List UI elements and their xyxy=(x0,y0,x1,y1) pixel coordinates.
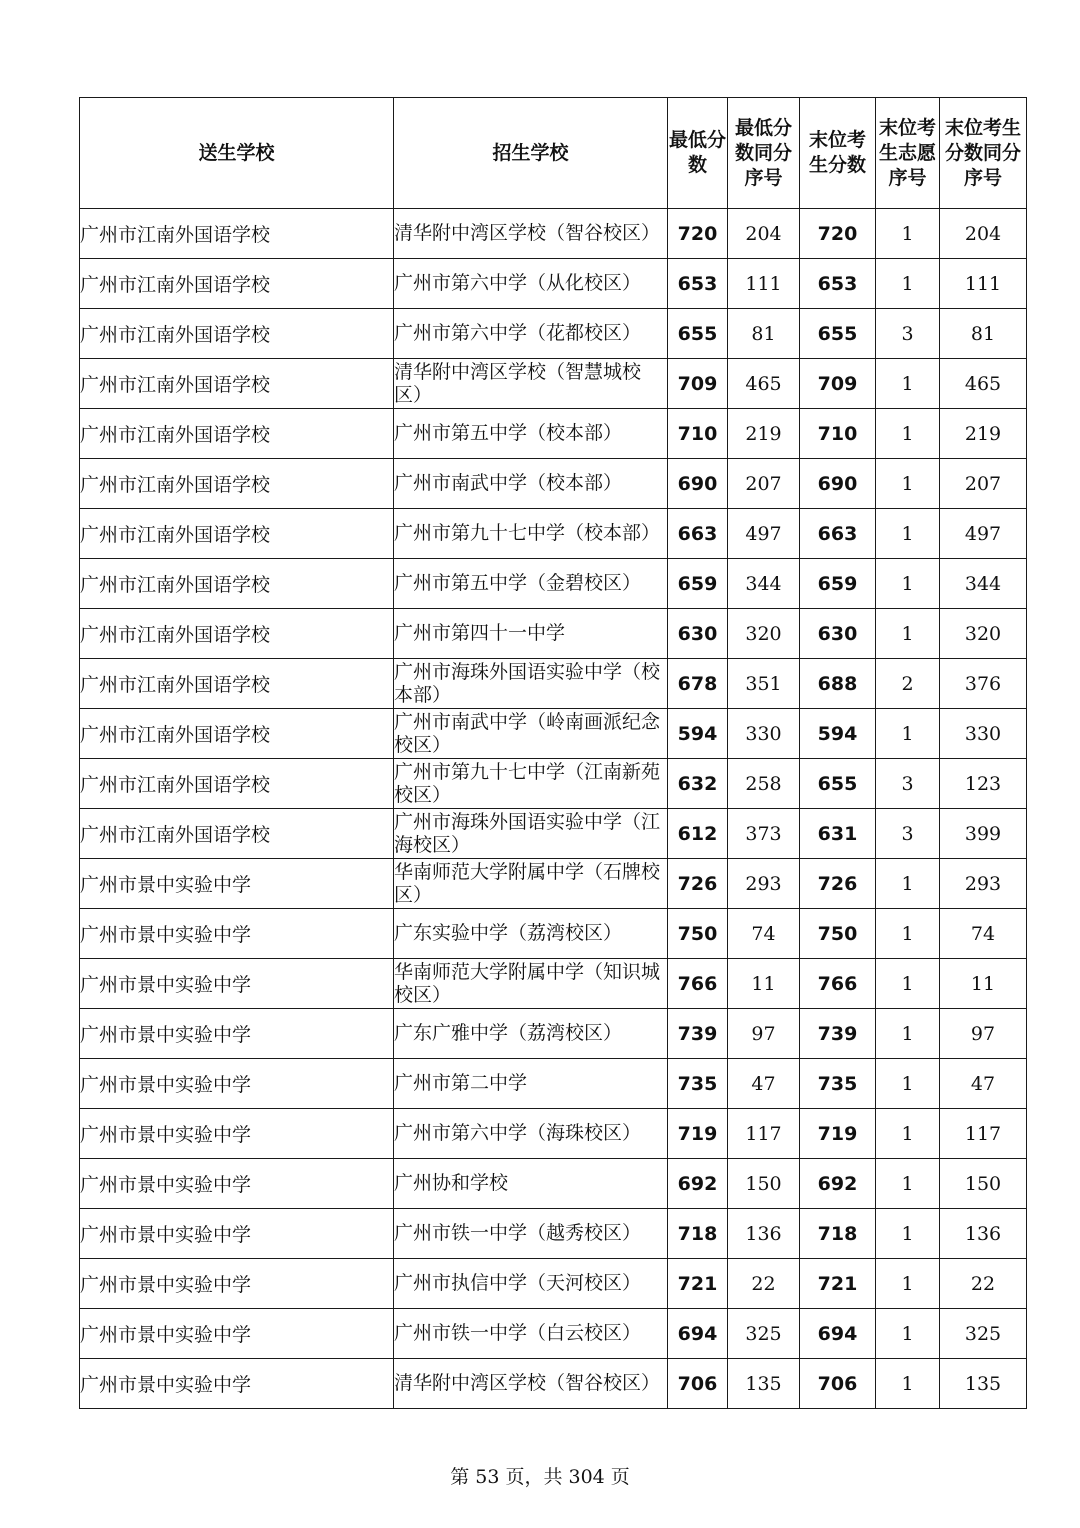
sending-school-cell: 广州市江南外国语学校 xyxy=(80,259,394,309)
table-row xyxy=(80,1009,1027,1059)
min-score-tie-rank-cell: 293 xyxy=(728,859,800,909)
table-row xyxy=(80,1159,1027,1209)
min-score-tie-rank-cell: 219 xyxy=(728,409,800,459)
last-score-cell: 709 xyxy=(800,359,876,409)
last-score-tie-rank-cell: 465 xyxy=(940,359,1027,409)
last-score-cell: 694 xyxy=(800,1309,876,1359)
min-score-tie-rank-cell: 204 xyxy=(728,209,800,259)
admitting-school-cell: 广州市南武中学（岭南画派纪念校区） xyxy=(394,709,668,759)
last-score-cell: 688 xyxy=(800,659,876,709)
last-score-cell: 739 xyxy=(800,1009,876,1059)
last-preference-no-cell: 1 xyxy=(876,1009,940,1059)
admitting-school-cell: 广州市第五中学（校本部） xyxy=(394,409,668,459)
last-score-tie-rank-cell: 320 xyxy=(940,609,1027,659)
min-score-cell: 726 xyxy=(668,859,728,909)
min-score-tie-rank-cell: 325 xyxy=(728,1309,800,1359)
min-score-tie-rank-cell: 117 xyxy=(728,1109,800,1159)
last-preference-no-cell: 3 xyxy=(876,309,940,359)
sending-school-cell: 广州市江南外国语学校 xyxy=(80,609,394,659)
min-score-cell: 750 xyxy=(668,909,728,959)
table-row xyxy=(80,1309,1027,1359)
min-score-cell: 694 xyxy=(668,1309,728,1359)
admitting-school-cell: 广州市铁一中学（越秀校区） xyxy=(394,1209,668,1259)
admitting-school-cell: 广州市第四十一中学 xyxy=(394,609,668,659)
table-row xyxy=(80,509,1027,559)
admitting-school-cell: 清华附中湾区学校（智慧城校区） xyxy=(394,359,668,409)
last-score-cell: 706 xyxy=(800,1359,876,1409)
last-score-cell: 630 xyxy=(800,609,876,659)
min-score-tie-rank-cell: 320 xyxy=(728,609,800,659)
min-score-tie-rank-cell: 22 xyxy=(728,1259,800,1309)
last-score-cell: 631 xyxy=(800,809,876,859)
admitting-school-cell: 广州市南武中学（校本部） xyxy=(394,459,668,509)
admitting-school-cell: 广东广雅中学（荔湾校区） xyxy=(394,1009,668,1059)
sending-school-cell: 广州市景中实验中学 xyxy=(80,1059,394,1109)
last-score-tie-rank-cell: 135 xyxy=(940,1359,1027,1409)
last-score-tie-rank-cell: 111 xyxy=(940,259,1027,309)
last-score-cell: 655 xyxy=(800,759,876,809)
min-score-tie-rank-cell: 465 xyxy=(728,359,800,409)
admitting-school-cell: 广州市第六中学（海珠校区） xyxy=(394,1109,668,1159)
sending-school-cell: 广州市景中实验中学 xyxy=(80,1159,394,1209)
sending-school-cell: 广州市江南外国语学校 xyxy=(80,209,394,259)
min-score-tie-rank-cell: 258 xyxy=(728,759,800,809)
last-score-cell: 766 xyxy=(800,959,876,1009)
last-preference-no-cell: 1 xyxy=(876,1309,940,1359)
min-score-cell: 719 xyxy=(668,1109,728,1159)
min-score-cell: 735 xyxy=(668,1059,728,1109)
min-score-cell: 739 xyxy=(668,1009,728,1059)
table-row xyxy=(80,809,1027,859)
admitting-school-cell: 清华附中湾区学校（智谷校区） xyxy=(394,1359,668,1409)
last-score-tie-rank-cell: 293 xyxy=(940,859,1027,909)
header-min-score: 最低分数 xyxy=(668,98,728,209)
last-preference-no-cell: 1 xyxy=(876,859,940,909)
header-last-score: 末位考生分数 xyxy=(800,98,876,209)
min-score-tie-rank-cell: 81 xyxy=(728,309,800,359)
last-preference-no-cell: 1 xyxy=(876,1359,940,1409)
last-preference-no-cell: 1 xyxy=(876,1159,940,1209)
last-score-tie-rank-cell: 117 xyxy=(940,1109,1027,1159)
sending-school-cell: 广州市景中实验中学 xyxy=(80,1209,394,1259)
sending-school-cell: 广州市江南外国语学校 xyxy=(80,359,394,409)
sending-school-cell: 广州市景中实验中学 xyxy=(80,1259,394,1309)
min-score-cell: 632 xyxy=(668,759,728,809)
last-preference-no-cell: 2 xyxy=(876,659,940,709)
min-score-tie-rank-cell: 136 xyxy=(728,1209,800,1259)
table-row xyxy=(80,409,1027,459)
min-score-cell: 766 xyxy=(668,959,728,1009)
table-row xyxy=(80,1259,1027,1309)
admitting-school-cell: 广州市海珠外国语实验中学（江海校区） xyxy=(394,809,668,859)
admitting-school-cell: 广州市第二中学 xyxy=(394,1059,668,1109)
admitting-school-cell: 广州市铁一中学（白云校区） xyxy=(394,1309,668,1359)
last-score-cell: 653 xyxy=(800,259,876,309)
min-score-tie-rank-cell: 497 xyxy=(728,509,800,559)
header-row xyxy=(80,98,1027,209)
last-score-tie-rank-cell: 11 xyxy=(940,959,1027,1009)
last-score-cell: 750 xyxy=(800,909,876,959)
last-preference-no-cell: 1 xyxy=(876,909,940,959)
table-body xyxy=(80,209,1027,1409)
admitting-school-cell: 清华附中湾区学校（智谷校区） xyxy=(394,209,668,259)
table-row xyxy=(80,909,1027,959)
last-score-cell: 735 xyxy=(800,1059,876,1109)
last-score-tie-rank-cell: 47 xyxy=(940,1059,1027,1109)
last-score-cell: 655 xyxy=(800,309,876,359)
sending-school-cell: 广州市景中实验中学 xyxy=(80,1109,394,1159)
last-score-tie-rank-cell: 207 xyxy=(940,459,1027,509)
table-row xyxy=(80,309,1027,359)
table-row xyxy=(80,1059,1027,1109)
admission-table xyxy=(79,97,1027,1409)
sending-school-cell: 广州市江南外国语学校 xyxy=(80,409,394,459)
admitting-school-cell: 广州市第六中学（花都校区） xyxy=(394,309,668,359)
sending-school-cell: 广州市江南外国语学校 xyxy=(80,809,394,859)
min-score-tie-rank-cell: 207 xyxy=(728,459,800,509)
min-score-cell: 630 xyxy=(668,609,728,659)
last-preference-no-cell: 1 xyxy=(876,509,940,559)
last-score-cell: 690 xyxy=(800,459,876,509)
last-score-cell: 659 xyxy=(800,559,876,609)
table-row xyxy=(80,709,1027,759)
table-row xyxy=(80,1359,1027,1409)
last-preference-no-cell: 1 xyxy=(876,559,940,609)
table-row xyxy=(80,559,1027,609)
last-score-cell: 719 xyxy=(800,1109,876,1159)
last-score-cell: 663 xyxy=(800,509,876,559)
table-row xyxy=(80,209,1027,259)
last-preference-no-cell: 1 xyxy=(876,1209,940,1259)
admitting-school-cell: 华南师范大学附属中学（知识城校区） xyxy=(394,959,668,1009)
min-score-cell: 612 xyxy=(668,809,728,859)
last-score-cell: 594 xyxy=(800,709,876,759)
last-score-tie-rank-cell: 399 xyxy=(940,809,1027,859)
min-score-cell: 655 xyxy=(668,309,728,359)
last-preference-no-cell: 1 xyxy=(876,1059,940,1109)
last-preference-no-cell: 1 xyxy=(876,459,940,509)
sending-school-cell: 广州市景中实验中学 xyxy=(80,859,394,909)
min-score-cell: 690 xyxy=(668,459,728,509)
table-header xyxy=(80,98,1027,209)
sending-school-cell: 广州市景中实验中学 xyxy=(80,959,394,1009)
last-preference-no-cell: 1 xyxy=(876,209,940,259)
min-score-cell: 706 xyxy=(668,1359,728,1409)
last-preference-no-cell: 3 xyxy=(876,759,940,809)
last-preference-no-cell: 1 xyxy=(876,1109,940,1159)
last-score-tie-rank-cell: 325 xyxy=(940,1309,1027,1359)
min-score-cell: 678 xyxy=(668,659,728,709)
table-row xyxy=(80,459,1027,509)
table-row xyxy=(80,1109,1027,1159)
min-score-cell: 663 xyxy=(668,509,728,559)
min-score-cell: 710 xyxy=(668,409,728,459)
last-score-tie-rank-cell: 150 xyxy=(940,1159,1027,1209)
last-score-tie-rank-cell: 219 xyxy=(940,409,1027,459)
admitting-school-cell: 广州市执信中学（天河校区） xyxy=(394,1259,668,1309)
last-score-tie-rank-cell: 344 xyxy=(940,559,1027,609)
header-min-score-tie-rank: 最低分数同分序号 xyxy=(728,98,800,209)
sending-school-cell: 广州市江南外国语学校 xyxy=(80,309,394,359)
min-score-cell: 659 xyxy=(668,559,728,609)
last-score-cell: 718 xyxy=(800,1209,876,1259)
sending-school-cell: 广州市江南外国语学校 xyxy=(80,509,394,559)
table-row xyxy=(80,1209,1027,1259)
last-score-tie-rank-cell: 376 xyxy=(940,659,1027,709)
last-score-cell: 692 xyxy=(800,1159,876,1209)
min-score-cell: 692 xyxy=(668,1159,728,1209)
table-row xyxy=(80,259,1027,309)
min-score-tie-rank-cell: 11 xyxy=(728,959,800,1009)
min-score-cell: 709 xyxy=(668,359,728,409)
sending-school-cell: 广州市江南外国语学校 xyxy=(80,559,394,609)
min-score-tie-rank-cell: 135 xyxy=(728,1359,800,1409)
sending-school-cell: 广州市江南外国语学校 xyxy=(80,759,394,809)
min-score-cell: 653 xyxy=(668,259,728,309)
last-preference-no-cell: 3 xyxy=(876,809,940,859)
table-row xyxy=(80,659,1027,709)
admitting-school-cell: 广州市第九十七中学（江南新苑校区） xyxy=(394,759,668,809)
table-row xyxy=(80,759,1027,809)
last-score-tie-rank-cell: 22 xyxy=(940,1259,1027,1309)
min-score-cell: 720 xyxy=(668,209,728,259)
sending-school-cell: 广州市江南外国语学校 xyxy=(80,709,394,759)
last-preference-no-cell: 1 xyxy=(876,959,940,1009)
last-preference-no-cell: 1 xyxy=(876,409,940,459)
last-score-tie-rank-cell: 136 xyxy=(940,1209,1027,1259)
header-sending-school: 送生学校 xyxy=(80,98,394,209)
last-score-tie-rank-cell: 330 xyxy=(940,709,1027,759)
min-score-tie-rank-cell: 74 xyxy=(728,909,800,959)
admitting-school-cell: 广东实验中学（荔湾校区） xyxy=(394,909,668,959)
min-score-tie-rank-cell: 373 xyxy=(728,809,800,859)
last-preference-no-cell: 1 xyxy=(876,709,940,759)
min-score-cell: 718 xyxy=(668,1209,728,1259)
header-last-score-tie-rank: 末位考生分数同分序号 xyxy=(940,98,1027,209)
admitting-school-cell: 广州市第六中学（从化校区） xyxy=(394,259,668,309)
sending-school-cell: 广州市江南外国语学校 xyxy=(80,459,394,509)
last-preference-no-cell: 1 xyxy=(876,359,940,409)
last-score-tie-rank-cell: 123 xyxy=(940,759,1027,809)
last-preference-no-cell: 1 xyxy=(876,609,940,659)
sending-school-cell: 广州市江南外国语学校 xyxy=(80,659,394,709)
table-row xyxy=(80,959,1027,1009)
last-score-cell: 720 xyxy=(800,209,876,259)
min-score-cell: 721 xyxy=(668,1259,728,1309)
last-score-cell: 710 xyxy=(800,409,876,459)
min-score-tie-rank-cell: 47 xyxy=(728,1059,800,1109)
admitting-school-cell: 华南师范大学附属中学（石牌校区） xyxy=(394,859,668,909)
last-score-tie-rank-cell: 81 xyxy=(940,309,1027,359)
header-last-preference-no: 末位考生志愿序号 xyxy=(876,98,940,209)
last-score-tie-rank-cell: 97 xyxy=(940,1009,1027,1059)
last-score-tie-rank-cell: 74 xyxy=(940,909,1027,959)
sending-school-cell: 广州市景中实验中学 xyxy=(80,1309,394,1359)
admitting-school-cell: 广州市海珠外国语实验中学（校本部） xyxy=(394,659,668,709)
last-score-tie-rank-cell: 204 xyxy=(940,209,1027,259)
admitting-school-cell: 广州协和学校 xyxy=(394,1159,668,1209)
min-score-tie-rank-cell: 97 xyxy=(728,1009,800,1059)
min-score-tie-rank-cell: 351 xyxy=(728,659,800,709)
admitting-school-cell: 广州市第五中学（金碧校区） xyxy=(394,559,668,609)
sending-school-cell: 广州市景中实验中学 xyxy=(80,1359,394,1409)
admitting-school-cell: 广州市第九十七中学（校本部） xyxy=(394,509,668,559)
page-footer: 第 53 页，共 304 页 xyxy=(450,1466,630,1488)
last-score-cell: 726 xyxy=(800,859,876,909)
min-score-tie-rank-cell: 344 xyxy=(728,559,800,609)
min-score-tie-rank-cell: 111 xyxy=(728,259,800,309)
sending-school-cell: 广州市景中实验中学 xyxy=(80,1009,394,1059)
last-preference-no-cell: 1 xyxy=(876,259,940,309)
header-admitting-school: 招生学校 xyxy=(394,98,668,209)
table-row xyxy=(80,859,1027,909)
min-score-cell: 594 xyxy=(668,709,728,759)
table-row xyxy=(80,609,1027,659)
last-score-tie-rank-cell: 497 xyxy=(940,509,1027,559)
min-score-tie-rank-cell: 330 xyxy=(728,709,800,759)
table-row xyxy=(80,359,1027,409)
min-score-tie-rank-cell: 150 xyxy=(728,1159,800,1209)
last-score-cell: 721 xyxy=(800,1259,876,1309)
last-preference-no-cell: 1 xyxy=(876,1259,940,1309)
sending-school-cell: 广州市景中实验中学 xyxy=(80,909,394,959)
